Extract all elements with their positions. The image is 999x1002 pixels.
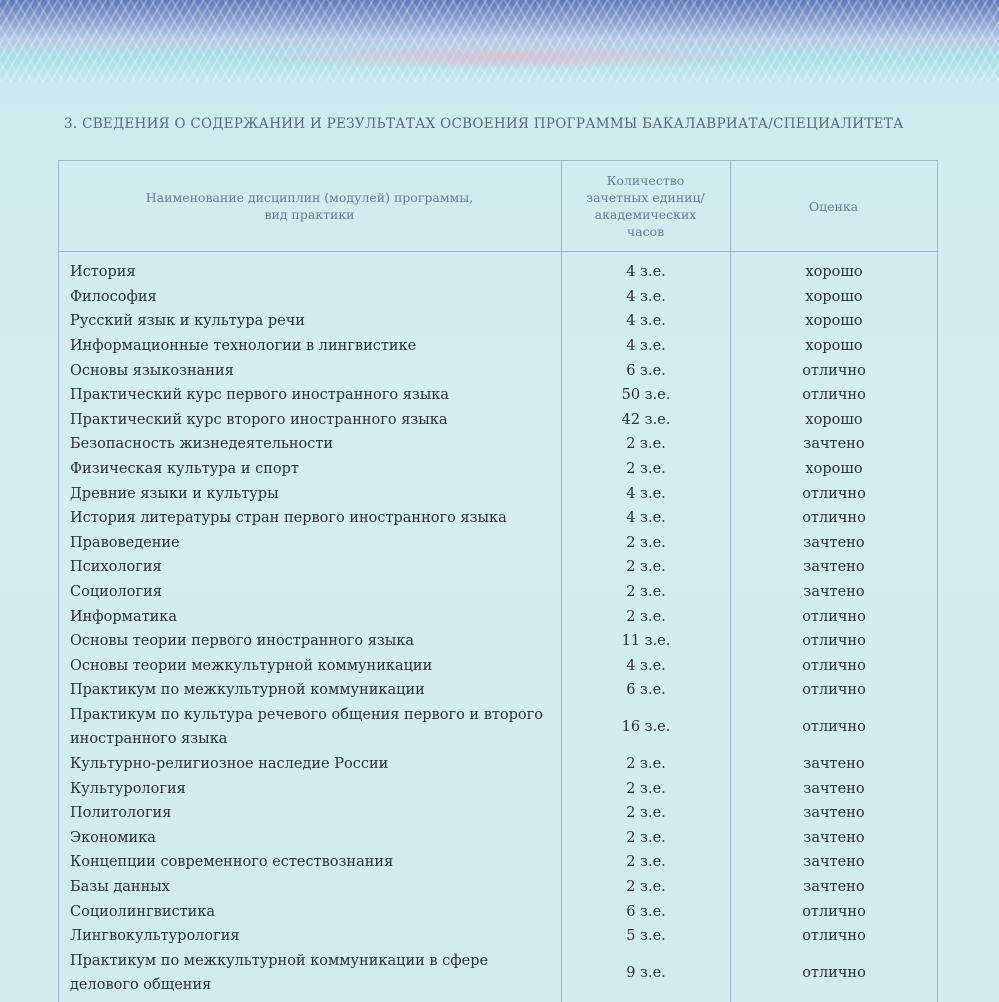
header-discipline-name [58, 161, 561, 251]
table-row [58, 629, 938, 654]
grade-value: отлично [802, 928, 866, 945]
table-row [58, 358, 938, 383]
credits-value: 6 з.е. [626, 362, 666, 379]
discipline-name: Основы теории первого иностранного языка [70, 633, 415, 650]
credits-value: 2 з.е. [626, 805, 666, 822]
table-row [58, 875, 938, 900]
credits-value: 42 з.е. [621, 411, 671, 428]
table-row [58, 408, 938, 433]
credits-value: 2 з.е. [626, 829, 666, 846]
table-row [58, 678, 938, 703]
table-row [58, 825, 938, 850]
table-row [58, 703, 938, 752]
credits-value: 2 з.е. [626, 755, 666, 772]
table-row [58, 432, 938, 457]
discipline-name: Экономика [70, 829, 156, 846]
credits-value: 4 з.е. [626, 313, 666, 330]
grade-value: зачтено [803, 755, 865, 772]
discipline-name: Базы данных [70, 878, 170, 895]
discipline-name: История литературы стран первого иностранного языка [70, 510, 507, 527]
credits-value: 2 з.е. [626, 608, 666, 625]
discipline-name: Практический курс второго иностранного языка [70, 411, 448, 428]
grade-value: зачтено [803, 878, 865, 895]
grade-value: зачтено [803, 584, 865, 601]
table-row [58, 531, 938, 556]
table-body [58, 260, 938, 997]
table-row [58, 801, 938, 826]
table-row [58, 309, 938, 334]
credits-value: 4 з.е. [626, 510, 666, 527]
table-row [58, 604, 938, 629]
credits-value: 2 з.е. [626, 584, 666, 601]
credits-value: 9 з.е. [626, 964, 666, 981]
discipline-name: Правоведение [70, 534, 180, 551]
header-grade [730, 161, 937, 251]
table-row [58, 948, 938, 997]
grade-value: зачтено [803, 534, 865, 551]
discipline-name: Безопасность жизнедеятельности [70, 436, 334, 453]
grade-value: зачтено [803, 854, 865, 871]
discipline-name: Социология [70, 584, 162, 601]
grade-value: зачтено [803, 436, 865, 453]
grade-value: зачтено [803, 829, 865, 846]
discipline-name: Социолингвистика [70, 903, 216, 920]
grade-value: отлично [802, 719, 866, 736]
discipline-name: Культурология [70, 780, 186, 797]
discipline-name: Физическая культура и спорт [70, 461, 299, 478]
grade-value: отлично [802, 608, 866, 625]
table-row [58, 285, 938, 310]
credits-value: 4 з.е. [626, 657, 666, 674]
credits-value: 16 з.е. [621, 719, 671, 736]
header-credits-line: академических [594, 207, 697, 222]
table-row [58, 383, 938, 408]
grade-value: отлично [802, 903, 866, 920]
credits-value: 2 з.е. [626, 878, 666, 895]
header-name-line: Наименование дисциплин (модулей) программы, [145, 190, 474, 205]
table-row [58, 899, 938, 924]
credits-value: 4 з.е. [626, 264, 666, 281]
grade-value: отлично [802, 633, 866, 650]
grade-value: хорошо [805, 461, 863, 478]
discipline-name: Древние языки и культуры [70, 485, 279, 502]
header-credits-line: часов [626, 224, 665, 239]
discipline-name: Философия [70, 288, 157, 305]
table-row [58, 850, 938, 875]
table-row [58, 334, 938, 359]
grade-value: хорошо [805, 288, 863, 305]
table-row [58, 654, 938, 679]
discipline-name: Информатика [70, 608, 177, 625]
header-credits-line: Количество [606, 173, 685, 188]
table-row [58, 457, 938, 482]
credits-value: 4 з.е. [626, 338, 666, 355]
grade-value: хорошо [805, 338, 863, 355]
grade-value: зачтено [803, 559, 865, 576]
discipline-name: Концепции современного естествознания [70, 854, 394, 871]
grade-value: зачтено [803, 780, 865, 797]
grade-value: отлично [802, 387, 866, 404]
discipline-name: Основы теории межкультурной коммуникации [70, 657, 433, 674]
table-row [58, 776, 938, 801]
table-row [58, 752, 938, 777]
discipline-name: Психология [70, 559, 162, 576]
discipline-name: Политология [70, 805, 172, 822]
table-row [58, 555, 938, 580]
credits-value: 2 з.е. [626, 559, 666, 576]
table-header [58, 160, 938, 252]
security-pattern-accent [230, 44, 790, 70]
table-row [58, 506, 938, 531]
grade-value: хорошо [805, 264, 863, 281]
grade-value: отлично [802, 964, 866, 981]
discipline-name: Лингвокультурология [70, 928, 240, 945]
discipline-name: Культурно-религиозное наследие России [70, 755, 389, 772]
grade-value: отлично [802, 485, 866, 502]
credits-value: 2 з.е. [626, 854, 666, 871]
discipline-name: Практикум по культура речевого общения первого и второго иностранного языка [70, 707, 543, 748]
credits-value: 4 з.е. [626, 288, 666, 305]
discipline-name: Основы языкознания [70, 362, 234, 379]
table-row [58, 580, 938, 605]
grades-table [58, 160, 938, 1002]
header-credits-line: зачетных единиц/ [586, 190, 705, 205]
credits-value: 5 з.е. [626, 928, 666, 945]
credits-value: 2 з.е. [626, 461, 666, 478]
credits-value: 50 з.е. [621, 387, 671, 404]
discipline-name: Информационные технологии в лингвистике [70, 338, 417, 355]
discipline-name: История [70, 264, 136, 281]
table-row [58, 260, 938, 285]
credits-value: 11 з.е. [621, 633, 671, 650]
grade-value: отлично [802, 362, 866, 379]
credits-value: 6 з.е. [626, 682, 666, 699]
grade-value: отлично [802, 682, 866, 699]
table-row [58, 481, 938, 506]
header-credits [561, 161, 730, 251]
header-name-line: вид практики [264, 207, 355, 222]
credits-value: 2 з.е. [626, 436, 666, 453]
discipline-name: Практикум по межкультурной коммуникации в сфере делового общения [70, 952, 489, 993]
header-grade-label: Оценка [808, 198, 859, 214]
grade-value: отлично [802, 657, 866, 674]
credits-value: 2 з.е. [626, 534, 666, 551]
credits-value: 2 з.е. [626, 780, 666, 797]
discipline-name: Практикум по межкультурной коммуникации [70, 682, 425, 699]
grade-value: зачтено [803, 805, 865, 822]
grade-value: хорошо [805, 313, 863, 330]
grade-value: хорошо [805, 411, 863, 428]
credits-value: 4 з.е. [626, 485, 666, 502]
discipline-name: Практический курс первого иностранного языка [70, 387, 449, 404]
discipline-name: Русский язык и культура речи [70, 313, 305, 330]
section-title: 3. СВЕДЕНИЯ О СОДЕРЖАНИИ И РЕЗУЛЬТАТАХ ОСВОЕНИЯ ПРОГРАММЫ БАКАЛАВРИАТА/СПЕЦИАЛИТЕТА [64, 116, 904, 132]
grade-value: отлично [802, 510, 866, 527]
credits-value: 6 з.е. [626, 903, 666, 920]
table-row [58, 924, 938, 949]
